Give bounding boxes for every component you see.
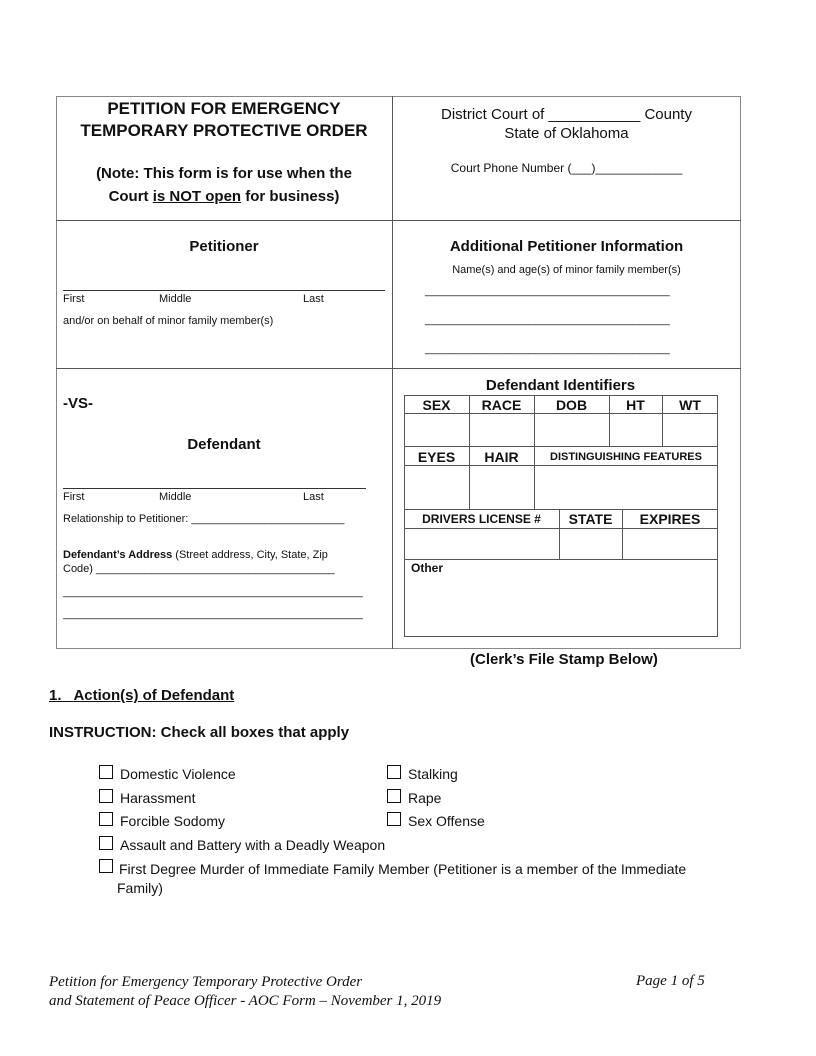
other-label: Other [411,561,444,575]
sex-header: SEX [422,397,451,413]
additional-info-subheading: Name(s) and age(s) of minor family member(s) [452,264,681,276]
defendant-first-label: First [63,491,85,503]
sex-offense-checkbox[interactable] [387,812,401,826]
defendant-middle-label: Middle [159,491,192,503]
rape-label: Rape [408,790,442,806]
vs-label: -VS- [63,395,93,412]
minor-member-line-3[interactable]: ________________________________________ [425,343,670,355]
defendant-address-field[interactable]: Defendant’s Address (Street address, City, State, Zip Code) _______________________________________ [63,549,335,575]
drivers-license-header: DRIVERS LICENSE # [422,512,541,526]
harassment-label: Harassment [120,790,196,806]
identifiers-rule [404,413,718,414]
first-degree-murder-checkbox[interactable] [99,859,113,873]
forcible-sodomy-label: Forcible Sodomy [120,813,226,829]
petitioner-heading: Petitioner [189,238,259,255]
page-number: Page 1 of 5 [636,973,705,989]
domestic-violence-label: Domestic Violence [120,766,236,782]
identifiers-rule [404,509,718,510]
hair-header: HAIR [484,449,519,465]
harassment-checkbox[interactable] [99,789,113,803]
first-degree-murder-label: First Degree Murder of Immediate Family Member (Petitioner is a member of the Immediate Family) [117,861,687,896]
assault-battery-checkbox[interactable] [99,836,113,850]
expires-header: EXPIRES [639,511,701,527]
stalking-checkbox[interactable] [387,765,401,779]
forcible-sodomy-checkbox[interactable] [99,812,113,826]
defendant-heading: Defendant [187,436,261,453]
domestic-violence-checkbox[interactable] [99,765,113,779]
state-header: STATE [568,511,613,527]
defendant-last-label: Last [303,491,324,503]
assault-battery-label: Assault and Battery with a Deadly Weapon [120,837,386,853]
dob-header: DOB [555,397,588,413]
defendant-name-line[interactable] [63,488,366,489]
race-header: RACE [481,397,522,413]
identifiers-rule [404,528,718,529]
footer-form-title: Petition for Emergency Temporary Protective Order and Statement of Peace Officer - AOC Form – November 1, 2019 [49,974,442,1009]
identifiers-rule [404,559,718,560]
additional-info-heading: Additional Petitioner Information [449,238,684,255]
form-note: (Note: This form is for use when the Court is NOT open for business) [96,165,352,205]
minor-member-line-1[interactable]: ________________________________________ [425,285,670,297]
ht-header: HT [626,397,645,413]
row-divider-1 [56,220,741,221]
identifiers-rule [404,465,718,466]
petitioner-name-line[interactable] [63,290,385,291]
court-phone: Court Phone Number (___)_____________ [450,161,683,175]
petitioner-first-label: First [63,293,85,305]
defendant-address-line-3[interactable]: _________________________________________________ [63,608,363,620]
petitioner-middle-label: Middle [159,293,192,305]
column-divider [392,96,393,649]
rape-checkbox[interactable] [387,789,401,803]
petitioner-last-label: Last [303,293,324,305]
clerk-stamp-label: (Clerk’s File Stamp Below) [470,651,658,668]
form-title: PETITION FOR EMERGENCY TEMPORARY PROTECTIVE ORDER [80,99,368,140]
row-divider-2 [56,368,741,369]
identifiers-rule [404,446,718,447]
minor-member-line-2[interactable]: ________________________________________ [425,314,670,326]
wt-header: WT [679,397,701,413]
stalking-label: Stalking [408,766,458,782]
relationship-field[interactable]: Relationship to Petitioner: _________________________ [63,513,345,525]
petitioner-on-behalf: and/or on behalf of minor family member(s) [63,315,274,327]
sex-offense-label: Sex Offense [408,813,485,829]
identifiers-heading: Defendant Identifiers [485,377,636,394]
instruction-text: INSTRUCTION: Check all boxes that apply [49,724,350,741]
section-1-heading: 1. Action(s) of Defendant [49,687,235,704]
court-info: District Court of ___________ County State of Oklahoma [441,106,692,142]
eyes-header: EYES [417,449,456,465]
distinguishing-features-header: DISTINGUISHING FEATURES [550,451,702,463]
defendant-address-line-2[interactable]: _________________________________________________ [63,586,363,598]
